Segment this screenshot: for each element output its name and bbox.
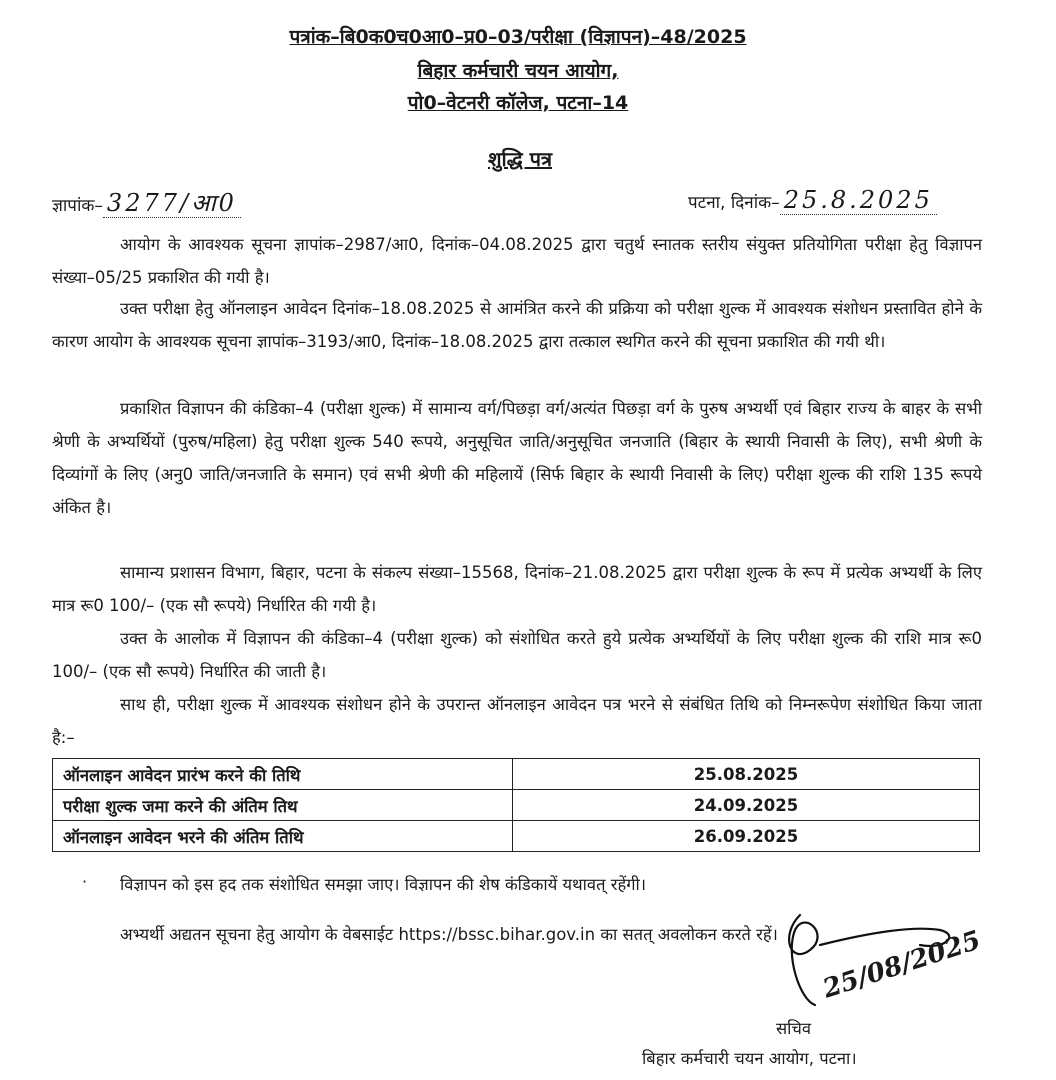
memo-label: ज्ञापांक– xyxy=(52,196,103,216)
paragraph-5: उक्त के आलोक में विज्ञापन की कंडिका–4 (परीक्षा शुल्क) को संशोधित करते हुये प्रत्येक अभ्यर्थियों के लिए परीक्षा शुल्क की राशि मात्र रू0 100/– (एक सौ रूपये) निर्धारित की जाती है। xyxy=(52,629,982,681)
paragraph-3: प्रकाशित विज्ञापन की कंडिका–4 (परीक्षा शुल्क) में सामान्य वर्ग/पिछड़ा वर्ग/अत्यंत पिछड़ा वर्ग के पुरुष अभ्यर्थी एवं बिहार राज्य के बाहर के सभी श्रेणी के अभ्यर्थियों (पुरुष/महिला) हेतु परीक्षा शुल्क 540 रूपये, अनुसूचित जाति/अनुसूचित जनजाति (बिहार के स्थायी निवासी के लिए), सभी श्रेणी के दिव्यांगों के लिए (अनु0 जाति/जनजाति के समान) एवं सभी श्रेणी की महिलायें (सिर्फ बिहार के स्थायी निवासी के लिए) परीक्षा शुल्क की राशि 135 रूपये अंकित है। xyxy=(52,399,982,517)
amendment-note: विज्ञापन को इस हद तक संशोधित समझा जाए। विज्ञापन की शेष कंडिकायें यथावत् रहेंगी। xyxy=(120,875,647,894)
paragraph-2: उक्त परीक्षा हेतु ऑनलाइन आवेदन दिनांक–18.08.2025 से आमंत्रित करने की प्रक्रिया को परीक्षा शुल्क में आवश्यक संशोधन प्रस्तावित होने के कारण आयोग के आवश्यक सूचना ज्ञापांक–3193/आ0, दिनांक–18.08.2025 द्वारा तत्काल स्थगित करने की सूचना प्रकाशित की गयी थी। xyxy=(52,299,982,351)
organization-address: पो0–वेटनरी कॉलेज, पटना–14 xyxy=(407,92,629,114)
date-value: 25.08.2025 xyxy=(513,759,980,790)
memo-date-handwritten: 25.8.2025 xyxy=(780,186,937,215)
document-title: शुद्धि पत्र xyxy=(487,147,553,171)
date-value: 26.09.2025 xyxy=(513,821,980,852)
memo-date xyxy=(688,186,937,214)
paragraph-4: सामान्य प्रशासन विभाग, बिहार, पटना के संकल्प संख्या–15568, दिनांक–21.08.2025 द्वारा परीक्षा शुल्क के रूप में प्रत्येक अभ्यर्थी के लिए मात्र रू0 100/– (एक सौ रूपये) निर्धारित की गयी है। xyxy=(52,563,982,615)
table-row xyxy=(53,790,980,821)
memo-number xyxy=(52,186,241,219)
organization-name: बिहार कर्मचारी चयन आयोग, xyxy=(417,60,619,82)
reference-line: पत्रांक–बि0क0च0आ0–प्र0–03/परीक्षा (विज्ञापन)–48/2025 xyxy=(289,26,747,48)
paragraph-6: साथ ही, परीक्षा शुल्क में आवश्यक संशोधन होने के उपरान्त ऑनलाइन आवेदन पत्र भरने से संबंधित तिथि को निम्नरूपेण संशोधित किया जाता है:– xyxy=(52,695,982,747)
date-value: 24.09.2025 xyxy=(513,790,980,821)
memo-date-label: पटना, दिनांक– xyxy=(688,193,780,213)
date-label: ऑनलाइन आवेदन भरने की अंतिम तिथि xyxy=(53,821,513,852)
date-label: ऑनलाइन आवेदन प्रारंभ करने की तिथि xyxy=(53,759,513,790)
table-row xyxy=(53,759,980,790)
revised-dates-table xyxy=(52,758,980,852)
table-row xyxy=(53,821,980,852)
date-label: परीक्षा शुल्क जमा करने की अंतिम तिथ xyxy=(53,790,513,821)
memo-number-handwritten: 3277/आ0 xyxy=(103,189,241,218)
bullet-mark: · xyxy=(82,872,88,891)
signature-handwritten-date: 25/08/2025 xyxy=(819,925,985,1005)
signatory-office: बिहार कर्मचारी चयन आयोग, पटना। xyxy=(642,1049,857,1068)
paragraph-1: आयोग के आवश्यक सूचना ज्ञापांक–2987/आ0, दिनांक–04.08.2025 द्वारा चतुर्थ स्नातक स्तरीय संयुक्त प्रतियोगिता परीक्षा हेतु विज्ञापन संख्या–05/25 प्रकाशित की गयी है। xyxy=(52,235,982,287)
signatory-designation: सचिव xyxy=(776,1019,812,1038)
website-note: अभ्यर्थी अद्यतन सूचना हेतु आयोग के वेबसाईट https://bssc.bihar.gov.in का सतत् अवलोकन करते रहें। xyxy=(120,925,778,944)
